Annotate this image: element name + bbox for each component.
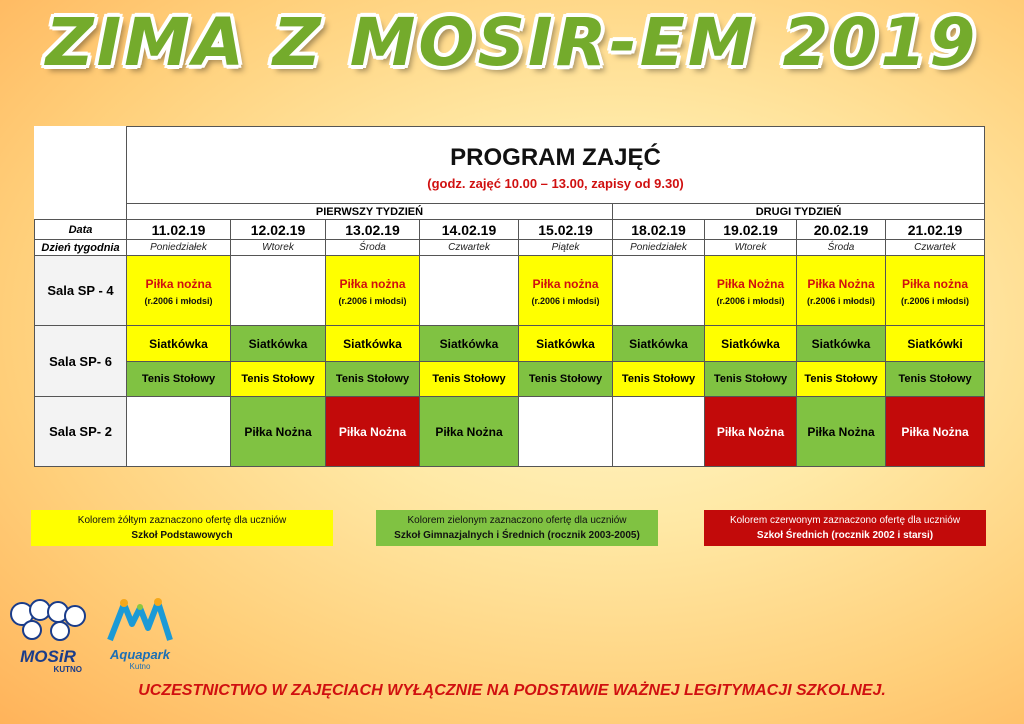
activity-cell: Piłka Nożna (r.2006 i młodsi) xyxy=(797,256,886,326)
date-cell: 20.02.19 xyxy=(797,220,886,240)
activity-cell: Siatkówka xyxy=(519,326,613,362)
blank-corner xyxy=(35,127,127,204)
activity-cell: Piłka Nożna xyxy=(231,397,326,467)
day-cell: Środa xyxy=(797,240,886,256)
activity-cell: Tenis Stołowy xyxy=(797,362,886,397)
date-cell: 21.02.19 xyxy=(886,220,985,240)
program-header xyxy=(127,127,985,204)
empty-cell xyxy=(127,397,231,467)
day-label: Dzień tygodnia xyxy=(35,240,127,256)
activity-cell: Piłka Nożna xyxy=(797,397,886,467)
activity-cell: Siatkówka xyxy=(797,326,886,362)
day-cell: Wtorek xyxy=(705,240,797,256)
activity-cell: Siatkówka xyxy=(613,326,705,362)
date-cell: 13.02.19 xyxy=(326,220,420,240)
activity-cell: Piłka Nożna xyxy=(886,397,985,467)
day-cell: Czwartek xyxy=(886,240,985,256)
date-cell: 12.02.19 xyxy=(231,220,326,240)
blank-corner xyxy=(35,204,127,220)
activity-cell: Siatkówka xyxy=(231,326,326,362)
activity-cell: Tenis Stołowy xyxy=(127,362,231,397)
schedule-table xyxy=(34,126,985,467)
legend-green: Kolorem zielonym zaznaczono ofertę dla uczniów Szkoł Gimnazjalnych i Średnich (rocznik 2003-2005) xyxy=(376,510,658,546)
page-title: ZIMA Z MOSIR-EM 2019 xyxy=(45,4,979,81)
activity-cell: Tenis Stołowy xyxy=(326,362,420,397)
activity-cell: Piłka Nożna (r.2006 i młodsi) xyxy=(705,256,797,326)
activity-cell: Tenis Stołowy xyxy=(613,362,705,397)
room-label: Sala SP - 4 xyxy=(35,256,127,326)
activity-cell: Tenis Stołowy xyxy=(886,362,985,397)
activity-cell: Siatkówka xyxy=(326,326,420,362)
week-2-header: DRUGI TYDZIEŃ xyxy=(613,204,985,220)
activity-cell: Siatkówka xyxy=(705,326,797,362)
activity-cell: Piłka nożna (r.2006 i młodsi) xyxy=(326,256,420,326)
program-title: PROGRAM ZAJĘĆ xyxy=(450,143,661,171)
activity-cell: Piłka Nożna xyxy=(705,397,797,467)
activity-cell: Tenis Stołowy xyxy=(519,362,613,397)
activity-cell: Tenis Stołowy xyxy=(231,362,326,397)
activity-cell: Piłka nożna (r.2006 i młodsi) xyxy=(519,256,613,326)
mosir-logo: MOSiR KUTNO xyxy=(8,598,88,670)
day-cell: Poniedziałek xyxy=(613,240,705,256)
program-subtitle: (godz. zajęć 10.00 – 13.00, zapisy od 9.30) xyxy=(427,175,684,191)
empty-cell xyxy=(519,397,613,467)
room-label: Sala SP- 6 xyxy=(35,326,127,397)
week-1-header: PIERWSZY TYDZIEŃ xyxy=(127,204,613,220)
legend-yellow: Kolorem żółtym zaznaczono ofertę dla uczniów Szkoł Podstawowych xyxy=(31,510,333,546)
date-cell: 18.02.19 xyxy=(613,220,705,240)
empty-cell xyxy=(613,256,705,326)
date-cell: 11.02.19 xyxy=(127,220,231,240)
day-cell: Środa xyxy=(326,240,420,256)
activity-cell: Siatkówka xyxy=(127,326,231,362)
activity-cell: Piłka nożna (r.2006 i młodsi) xyxy=(127,256,231,326)
date-label: Data xyxy=(35,220,127,240)
date-cell: 19.02.19 xyxy=(705,220,797,240)
aquapark-emblem-icon xyxy=(100,598,180,642)
activity-cell: Piłka Nożna xyxy=(420,397,519,467)
activity-cell: Piłka Nożna xyxy=(326,397,420,467)
footer-note: UCZESTNICTWO W ZAJĘCIACH WYŁĄCZNIE NA PODSTAWIE WAŻNEJ LEGITYMACJI SZKOLNEJ. xyxy=(138,682,886,699)
legend-red: Kolorem czerwonym zaznaczono ofertę dla uczniów Szkoł Średnich (rocznik 2002 i starsi) xyxy=(704,510,986,546)
activity-cell: Piłka nożna (r.2006 i młodsi) xyxy=(886,256,985,326)
day-cell: Czwartek xyxy=(420,240,519,256)
room-label: Sala SP- 2 xyxy=(35,397,127,467)
date-cell: 15.02.19 xyxy=(519,220,613,240)
empty-cell xyxy=(420,256,519,326)
date-cell: 14.02.19 xyxy=(420,220,519,240)
day-cell: Poniedziałek xyxy=(127,240,231,256)
empty-cell xyxy=(231,256,326,326)
activity-cell: Siatkówki xyxy=(886,326,985,362)
aquapark-logo: Aquapark Kutno xyxy=(100,598,180,668)
activity-cell: Siatkówka xyxy=(420,326,519,362)
day-cell: Piątek xyxy=(519,240,613,256)
activity-cell: Tenis Stołowy xyxy=(420,362,519,397)
empty-cell xyxy=(613,397,705,467)
mosir-emblem-icon xyxy=(8,598,88,644)
day-cell: Wtorek xyxy=(231,240,326,256)
activity-cell: Tenis Stołowy xyxy=(705,362,797,397)
